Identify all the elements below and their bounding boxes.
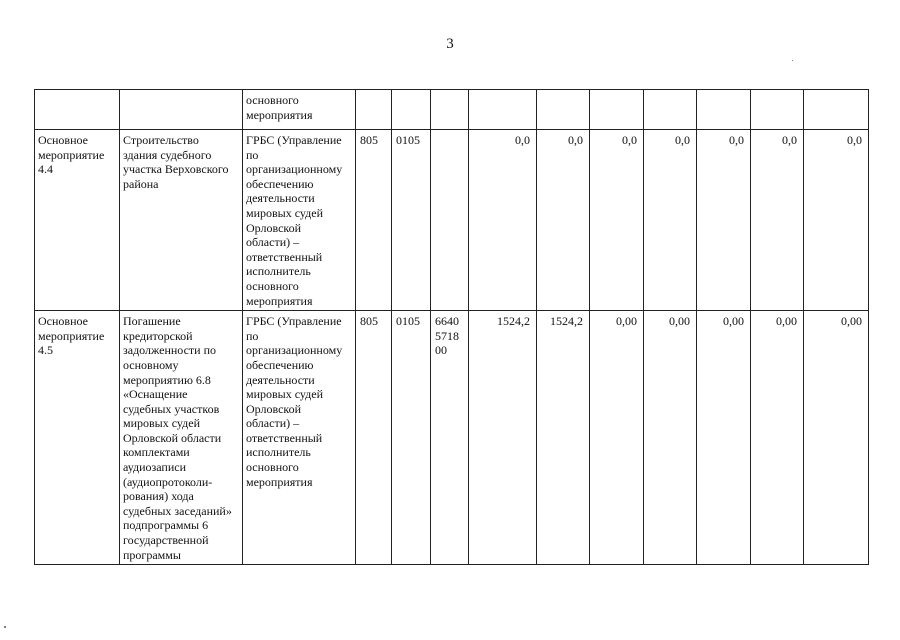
value-cell bbox=[590, 90, 644, 130]
page-number: 3 bbox=[446, 36, 454, 52]
target-code-cell bbox=[431, 130, 469, 311]
activity-name-cell bbox=[120, 90, 243, 130]
activity-id-cell: Основное мероприятие 4.5 bbox=[35, 311, 120, 565]
table-row bbox=[35, 130, 869, 311]
value-cell bbox=[804, 90, 869, 130]
scan-speck bbox=[792, 60, 793, 61]
value-cell: 0,0 bbox=[469, 130, 537, 311]
value-cell: 1524,2 bbox=[537, 311, 590, 565]
responsible-cell: основного мероприятия bbox=[243, 90, 356, 130]
section-code-cell: 0105 bbox=[392, 130, 431, 311]
value-cell: 0,00 bbox=[590, 311, 644, 565]
value-cell bbox=[751, 90, 804, 130]
activity-name-cell: Погашение кредиторской задолженности по основному мероприятию 6.8 «Оснащение судебных участков мировых судей Орловской области комплектами аудиозаписи (аудиопротоколи- рования) хода судебных заседаний» подпрограммы 6 государственной программы bbox=[120, 311, 243, 565]
target-code-cell bbox=[431, 90, 469, 130]
value-cell: 0,0 bbox=[751, 130, 804, 311]
grbs-code-cell bbox=[356, 90, 392, 130]
value-cell: 0,0 bbox=[697, 130, 751, 311]
value-cell bbox=[537, 90, 590, 130]
target-code-cell: 6640 5718 00 bbox=[431, 311, 469, 565]
grbs-code-cell: 805 bbox=[356, 311, 392, 565]
responsible-cell: ГРБС (Управление по организационному обеспечению деятельности мировых судей Орловской области) – ответственный исполнитель основного мероприятия bbox=[243, 130, 356, 311]
program-activities-table bbox=[34, 89, 869, 565]
value-cell: 0,00 bbox=[644, 311, 697, 565]
value-cell bbox=[469, 90, 537, 130]
section-code-cell: 0105 bbox=[392, 311, 431, 565]
activity-name-cell: Строительство здания судебного участка Верховского района bbox=[120, 130, 243, 311]
value-cell: 0,00 bbox=[697, 311, 751, 565]
value-cell: 0,0 bbox=[590, 130, 644, 311]
value-cell: 1524,2 bbox=[469, 311, 537, 565]
table-row bbox=[35, 90, 869, 130]
responsible-cell: ГРБС (Управление по организационному обеспечению деятельности мировых судей Орловской области) – ответственный исполнитель основного мероприятия bbox=[243, 311, 356, 565]
value-cell: 0,0 bbox=[804, 130, 869, 311]
value-cell: 0,0 bbox=[537, 130, 590, 311]
activity-id-cell bbox=[35, 90, 120, 130]
grbs-code-cell: 805 bbox=[356, 130, 392, 311]
section-code-cell bbox=[392, 90, 431, 130]
value-cell bbox=[644, 90, 697, 130]
activity-id-cell: Основное мероприятие 4.4 bbox=[35, 130, 120, 311]
value-cell: 0,00 bbox=[751, 311, 804, 565]
table-row bbox=[35, 311, 869, 565]
value-cell bbox=[697, 90, 751, 130]
value-cell: 0,0 bbox=[644, 130, 697, 311]
value-cell: 0,00 bbox=[804, 311, 869, 565]
scan-speck bbox=[4, 626, 6, 628]
